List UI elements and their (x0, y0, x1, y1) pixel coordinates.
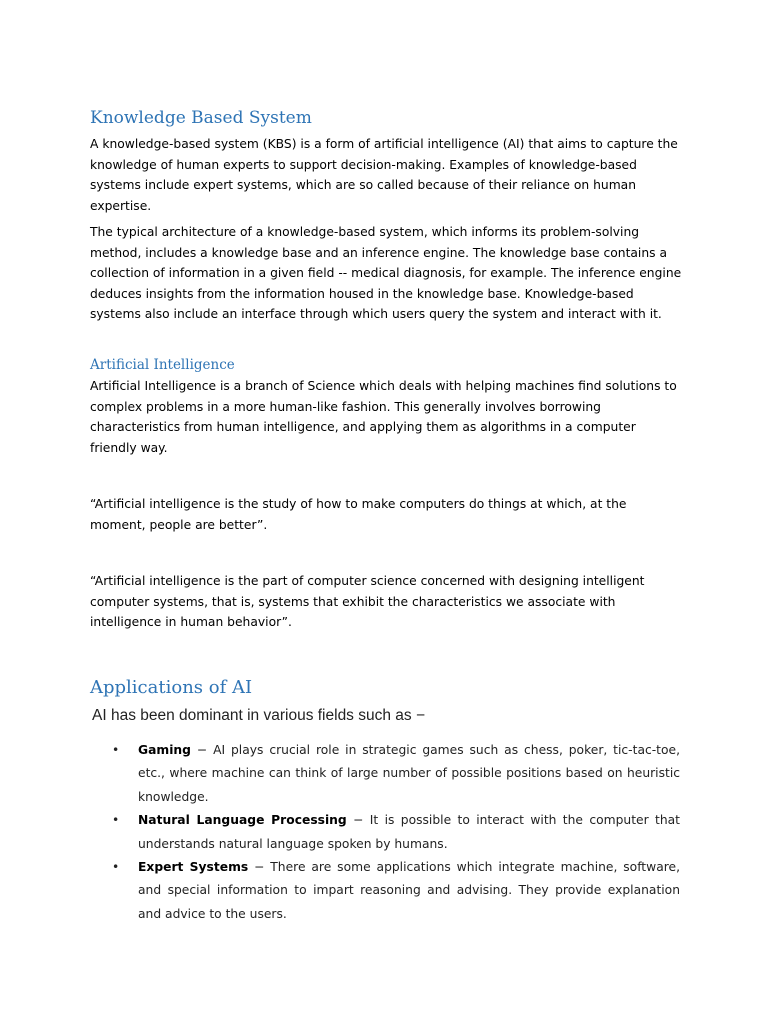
ai-quote-2: “Artificial intelligence is the part of computer science concerned with designing intelligent computer systems, that is, systems that exhibit the characteristics we associate with intelligence in human behavior”. (90, 574, 645, 630)
applications-list (112, 739, 680, 926)
ai-heading: Artificial Intelligence (90, 357, 235, 373)
kbs-heading: Knowledge Based System (90, 108, 312, 128)
ai-paragraph: Artificial Intelligence is a branch of Science which deals with helping machines find solutions to complex problems in a more human-like fashion. This generally involves borrowing characteristics from human intelligence, and applying them as algorithms in a computer friendly way. (90, 379, 677, 455)
bullet-icon: • (112, 860, 120, 875)
list-item-text: − There are some applications which integrate machine, software, and special information to impart reasoning and advising. They provide explanation and advice to the users. (138, 860, 680, 921)
bullet-icon: • (112, 813, 120, 828)
list-item-text: − AI plays crucial role in strategic games such as chess, poker, tic-tac-toe, etc., where machine can think of large number of possible positions based on heuristic knowledge. (138, 743, 680, 804)
applications-intro: AI has been dominant in various fields such as − (92, 707, 426, 724)
kbs-paragraph-1: A knowledge-based system (KBS) is a form of artificial intelligence (AI) that aims to capture the knowledge of human experts to support decision-making. Examples of knowledge-based systems include expert systems, which are so called because of their reliance on human expertise. (90, 137, 678, 213)
list-item-expert-systems (112, 856, 680, 926)
bullet-icon: • (112, 743, 120, 757)
ai-quote-1: “Artificial intelligence is the study of how to make computers do things at which, at the moment, people are better”. (90, 497, 627, 532)
list-item-term: Gaming (138, 743, 191, 757)
list-item-nlp (112, 809, 680, 856)
list-item-term: Expert Systems (138, 860, 249, 875)
list-item-text: − It is possible to interact with the computer that understands natural language spoken by humans. (138, 813, 681, 851)
list-item-gaming (112, 739, 680, 809)
list-item-term: Natural Language Processing (138, 813, 347, 828)
applications-heading: Applications of AI (90, 677, 253, 698)
kbs-paragraph-2: The typical architecture of a knowledge-based system, which informs its problem-solving method, includes a knowledge base and an inference engine. The knowledge base contains a collection of information in a given field -- medical diagnosis, for example. The inference engine deduces insights from the information housed in the knowledge base. Knowledge-based systems also include an interface through which users query the system and interact with it. (90, 225, 682, 322)
